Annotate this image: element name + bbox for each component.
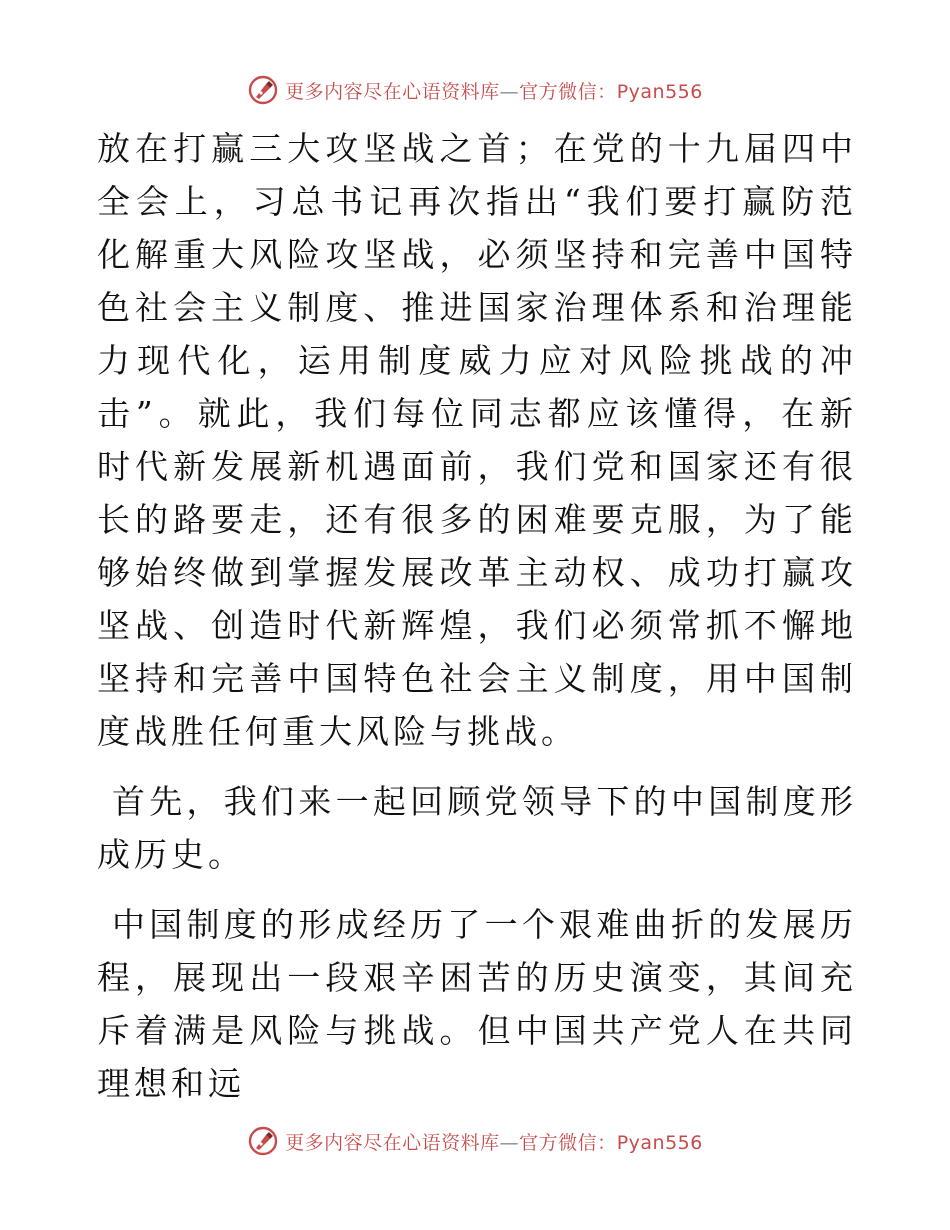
header-dash: — <box>499 80 520 103</box>
footer-dash: — <box>499 1131 520 1154</box>
header-brand-text: 更多内容尽在心语资料库 <box>285 80 500 103</box>
footer-brand-text: 更多内容尽在心语资料库 <box>285 1131 500 1154</box>
document-body <box>97 122 857 1110</box>
body-paragraph-2: 首先，我们来一起回顾党领导下的中国制度形成历史。 <box>97 782 857 874</box>
header-banner-text <box>285 77 703 104</box>
footer-contact-label: 官方微信： <box>519 1131 617 1154</box>
body-paragraph-1: 放在打赢三大攻坚战之首；在党的十九届四中全会上，习总书记再次指出“我们要打赢防范化解重大风险攻坚战，必须坚持和完善中国特色社会主义制度、推进国家治理体系和治理能力现代化，运用制度威力应对风险挑战的冲击”。就此，我们每位同志都应该懂得，在新时代新发展新机遇面前，我们党和国家还有很长的路要走，还有很多的困难要克服，为了能够始终做到掌握发展改革主动权、成功打赢攻坚战、创造时代新辉煌，我们必须常抓不懈地坚持和完善中国特色社会主义制度，用中国制度战胜任何重大风险与挑战。 <box>97 129 857 751</box>
pen-nib-logo-icon <box>247 74 279 106</box>
pen-nib-logo-icon <box>247 1125 279 1157</box>
body-paragraph-3: 中国制度的形成经历了一个艰难曲折的发展历程，展现出一段艰辛困苦的历史演变，其间充斥着满是风险与挑战。但中国共产党人在共同理想和远 <box>97 905 857 1103</box>
footer-banner-text <box>285 1128 703 1155</box>
footer-banner <box>0 1121 950 1161</box>
header-contact-label: 官方微信： <box>519 80 617 103</box>
header-banner <box>0 70 950 110</box>
header-contact-id: Pyan556 <box>616 80 703 103</box>
footer-contact-id: Pyan556 <box>616 1131 703 1154</box>
